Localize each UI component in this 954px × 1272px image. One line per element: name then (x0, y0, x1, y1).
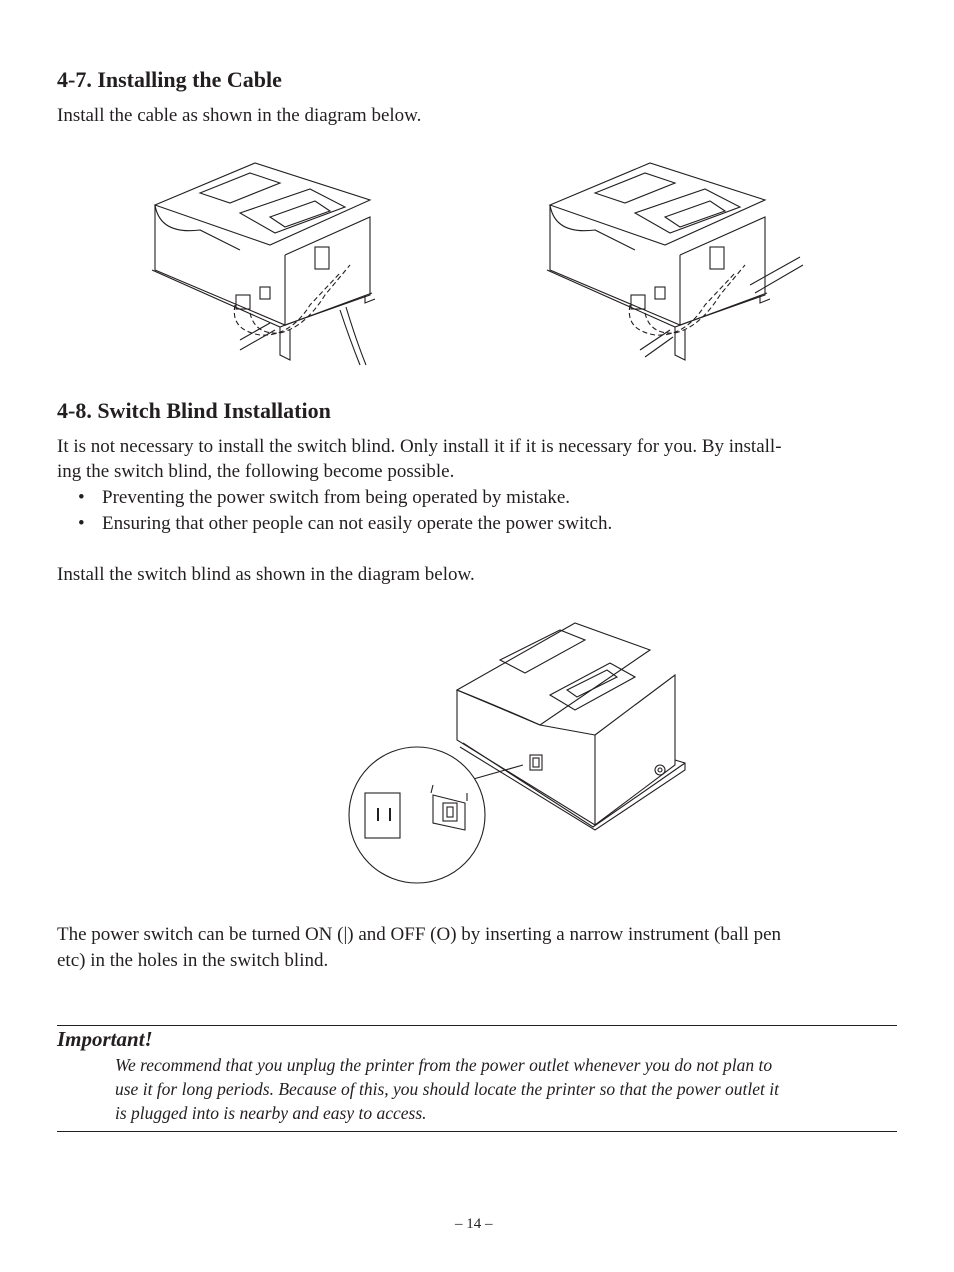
important-text-line-1: We recommend that you unplug the printer from the power outlet whenever you do not plan to (115, 1055, 773, 1075)
bullet-text: Ensuring that other people can not easily operate the power switch. (102, 513, 613, 534)
switch-blind-diagram (345, 615, 690, 885)
power-switch-text-line-2: etc) in the holes in the switch blind. (57, 950, 329, 971)
bullet-symbol: • (78, 487, 85, 508)
important-title: Important! (57, 1027, 153, 1051)
switch-blind-intro-text: Install the switch blind as shown in the diagram below. (57, 564, 475, 585)
printer-cable-diagram-right (535, 155, 805, 370)
bullet-symbol: • (78, 513, 85, 534)
bullet-item (78, 485, 570, 511)
page-number: – 14 – (455, 1216, 493, 1232)
important-text-line-3: is plugged into is nearby and easy to access. (115, 1103, 427, 1123)
bullet-item (78, 511, 612, 537)
switch-blind-paragraph-line-1: It is not necessary to install the switch blind. Only install it if it is necessary for you. By install- (57, 436, 782, 457)
important-top-rule (57, 1025, 897, 1026)
power-switch-text-line-1: The power switch can be turned ON (|) and OFF (O) by inserting a narrow instrument (ball pen (57, 924, 782, 945)
bullet-text: Preventing the power switch from being operated by mistake. (102, 487, 571, 508)
important-bottom-rule (57, 1131, 897, 1132)
switch-blind-paragraph-line-2: ing the switch blind, the following become possible. (57, 461, 455, 482)
section-heading-switch-blind: 4-8. Switch Blind Installation (57, 398, 331, 423)
cable-intro-text: Install the cable as shown in the diagram below. (57, 105, 422, 126)
important-text-line-2: use it for long periods. Because of this, you should locate the printer so that the power outlet it (115, 1079, 779, 1099)
printer-cable-diagram-left (140, 155, 390, 370)
section-heading-installing-cable: 4-7. Installing the Cable (57, 67, 282, 92)
